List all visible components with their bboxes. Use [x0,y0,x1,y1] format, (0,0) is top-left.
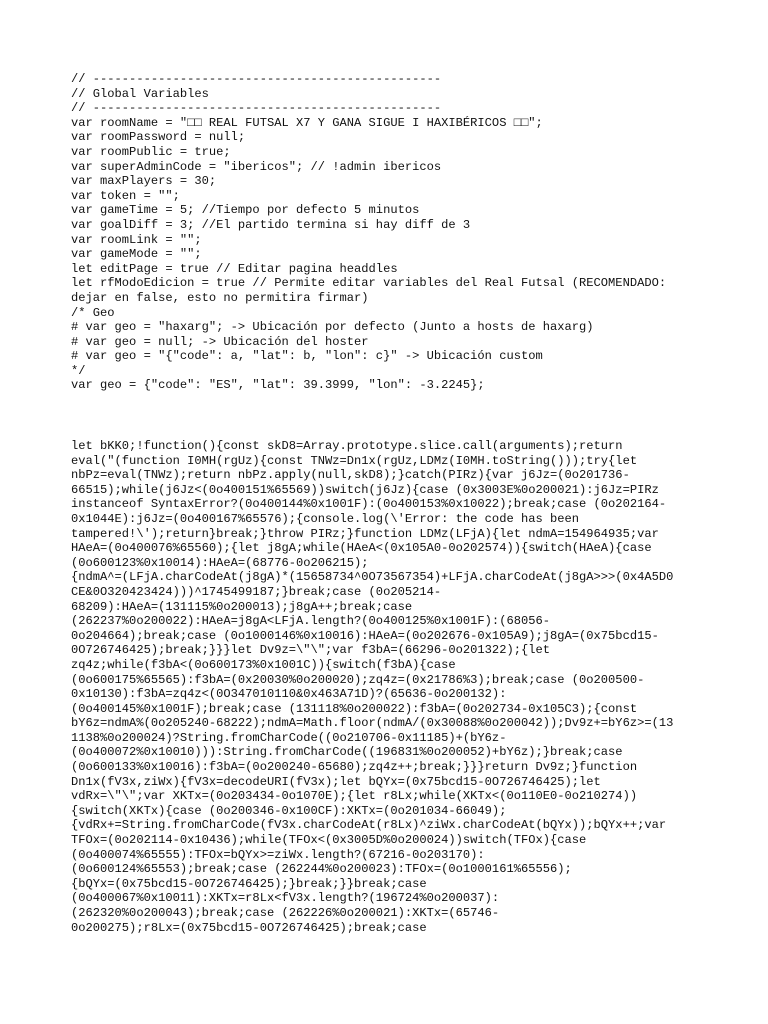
code-line: (0o600133%0x10016):f3bA=(0o200240-65680);zq4z++;break;}}}return Dv9z;}function [71,760,638,775]
code-line: 0o204664);break;case (0o1000146%0x10016):HAeA=(0o202676-0x105A9);j8gA=(0x75bcd15- [71,628,659,643]
code-line: var roomPublic = true; [71,144,231,159]
code-line: tampered!\');return}break;}throw PIRz;}function LDMz(LFjA){let ndmA=154964935;var [71,526,659,541]
code-line: 0x1044E):j6Jz=(0o400167%65576);{console.log(\'Error: the code has been [71,511,580,526]
obfuscated-code-block [71,439,711,935]
code-line: nbPz=eval(TNWz);return nbPz.apply(null,skD8);}catch(PIRz){var j6Jz=(0o201736- [71,468,630,483]
code-line: 66515);while(j6Jz<(0o400151%65569))switch(j6Jz){case (0x3003E%0o200021):j6Jz=PIRz [71,482,659,497]
code-line: // ------------------------------------------------ [71,101,442,116]
code-line: # var geo = "{"code": a, "lat": b, "lon": c}" -> Ubicación custom [71,349,543,364]
code-line: var gameTime = 5; //Tiempo por defecto 5 minutos [71,203,420,218]
code-line: {vdRx+=String.fromCharCode(fV3x.charCodeAt(r8Lx)^ziWx.charCodeAt(bQYx));bQYx++;var [71,818,667,833]
code-line: var maxPlayers = 30; [71,174,217,189]
code-line: eval("(function I0MH(rgUz){const TNWz=Dn1x(rgUz,LDMz(I0MH.toString()));try{let [71,453,638,468]
code-line: 0o200275);r8Lx=(0x75bcd15-0O726746425);break;case [71,920,427,935]
code-line: zq4z;while(f3bA<(0o600173%0x1001C)){switch(f3bA){case [71,657,456,672]
code-line: CE&0O320423424)))^1745499187;}break;case (0o205214- [71,584,442,599]
code-line: 68209):HAeA=(131115%0o200013);j8gA++;break;case [71,599,413,614]
code-line: var superAdminCode = "ibericos"; // !admin ibericos [71,159,442,174]
code-line: vdRx=\"\";var XKTx=(0o203434-0o1070E);{let r8Lx;while(XKTx<(0o110E0-0o210274)) [71,789,638,804]
code-line: 0O726746425);break;}}}let Dv9z=\"\";var f3bA=(66296-0o201322);{let [71,643,550,658]
code-line: (0o400072%0x10010))):String.fromCharCode((196831%0o200052)+bY6z);}break;case [71,745,623,760]
code-line: (0o600175%65565):f3bA=(0x20030%0o200020);zq4z=(0x21786%3);break;case (0o200500- [71,672,645,687]
global-variables-code-block [71,72,711,393]
code-line: // ------------------------------------------------ [71,72,442,86]
code-line: {switch(XKTx){case (0o200346-0x100CF):XKTx=(0o201034-66049); [71,803,507,818]
code-line: # var geo = null; -> Ubicación del hoster [71,334,369,349]
code-line: (262237%0o200022):HAeA=j8gA<LFjA.length?(0o400125%0x1001F):(68056- [71,614,550,629]
code-line: dejar en false, esto no permitira firmar) [71,290,369,305]
code-line: (0o400074%65555):TFOx=bQYx>=ziWx.length?(67216-0o203170): [71,847,485,862]
code-line: bY6z=ndmA%(0o205240-68222);ndmA=Math.floor(ndmA/(0x30088%0o200042));Dv9z+=bY6z>=(13 [71,716,674,731]
code-line: (0o600124%65553);break;case (262244%0o200023):TFOx=(0o1000161%65556); [71,862,572,877]
code-line: {bQYx=(0x75bcd15-0O726746425);}break;}}break;case [71,876,427,891]
code-line: /* Geo [71,305,115,320]
code-line: (0o600123%0x10014):HAeA=(68776-0o206215); [71,555,369,570]
code-line: let editPage = true // Editar pagina headdles [71,261,398,276]
code-line: var roomName = "□□ REAL FUTSAL X7 Y GANA SIGUE I HAXIBÉRICOS □□"; [71,115,543,130]
code-line: 0x10130):f3bA=zq4z<(0O347010110&0x463A71D)?(65636-0o200132): [71,687,507,702]
code-line: var token = ""; [71,188,180,203]
code-line: TFOx=(0o202114-0x10436);while(TFOx<(0x3005D%0o200024))switch(TFOx){case [71,833,587,848]
code-line: var geo = {"code": "ES", "lat": 39.3999, "lon": -3.2245}; [71,378,485,393]
code-line: var roomPassword = null; [71,130,246,145]
code-line: var goalDiff = 3; //El partido termina si hay diff de 3 [71,217,471,232]
code-line: let rfModoEdicion = true // Permite editar variables del Real Futsal (RECOMENDADO: [71,276,667,291]
code-line: let bKK0;!function(){const skD8=Array.prototype.slice.call(arguments);return [71,439,623,453]
code-line: (0o400067%0x10011):XKTx=r8Lx<fV3x.length?(196724%0o200037): [71,891,500,906]
code-line: */ [71,363,86,378]
code-line: 1138%0o200024)?String.fromCharCode((0o210706-0x11185)+(bY6z- [71,730,507,745]
code-line: (262320%0o200043);break;case (262226%0o200021):XKTx=(65746- [71,906,500,920]
code-line: instanceof SyntaxError?(0o400144%0x1001F):(0o400153%0x10022);break;case (0o202164- [71,497,667,512]
code-line: # var geo = "haxarg"; -> Ubicación por defecto (Junto a hosts de haxarg) [71,320,594,335]
code-line: var roomLink = ""; [71,232,202,247]
code-line: (0o400145%0x1001F);break;case (131118%0o200022):f3bA=(0o202734-0x105C3);{const [71,701,638,716]
code-line: // Global Variables [71,86,209,101]
code-line: HAeA=(0o400076%65560);{let j8gA;while(HAeA<(0x105A0-0o202574)){switch(HAeA){case [71,541,652,556]
code-line: var gameMode = ""; [71,247,202,262]
code-line: Dn1x(fV3x,ziWx){fV3x=decodeURI(fV3x);let bQYx=(0x75bcd15-0O726746425);let [71,774,601,789]
code-line: {ndmA^=(LFjA.charCodeAt(j8gA)*(15658734^0O73567354)+LFjA.charCodeAt(j8gA>>>(0x4A5D0 [71,570,674,585]
